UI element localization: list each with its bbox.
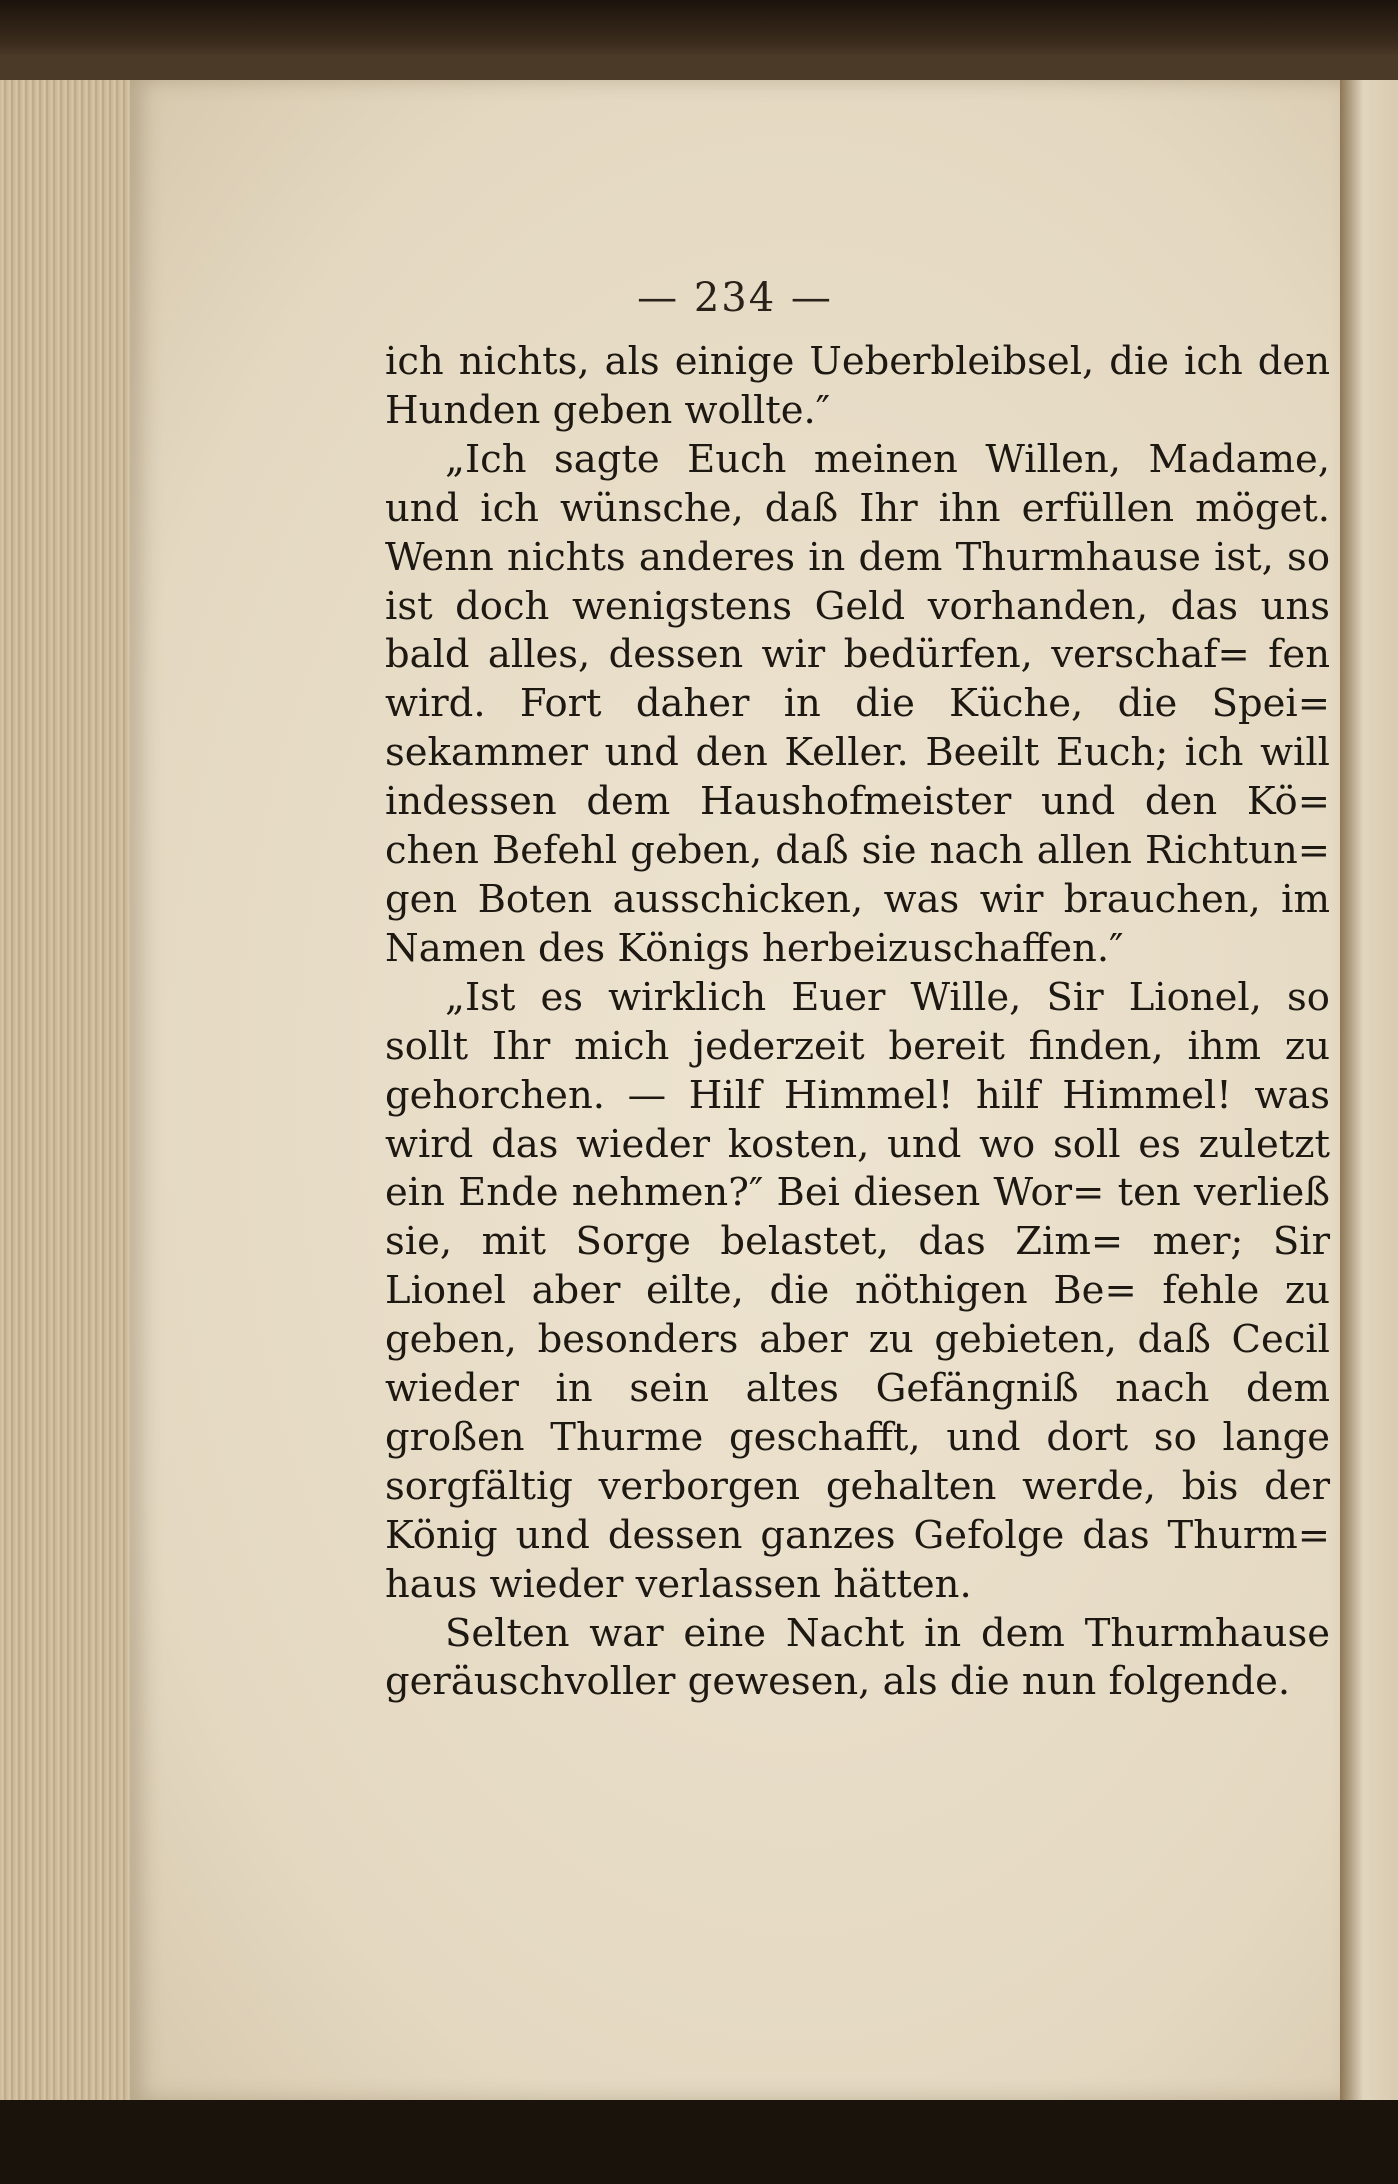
paragraph-3: „Ist es wirklich Euer Wille, Sir Lionel, so sollt Ihr mich jederzeit bereit finden, ihm zu gehorchen. — Hilf Himmel! hilf Himmel! was wird das wieder kosten, und wo soll es zuletzt ein Ende nehmen?″ Bei diesen Wor= ten verließ sie, mit Sorge belastet, das Zim= mer; Sir Lionel aber eilte, die nöthigen Be= fehle zu geben, besonders aber zu gebieten, daß Cecil wieder in sein altes Gefängniß nach dem großen Thurme geschafft, und dort so lange sorgfältig verborgen gehalten werde, bis der König und dessen ganzes Gefolge das Thurm= haus wieder verlassen hätten. (385, 974, 1330, 1607)
paragraph-1: ich nichts, als einige Ueberbleibsel, die ich den Hunden geben wollte.″ (385, 339, 1330, 433)
facing-page-edge (1340, 80, 1398, 2100)
page-number: — 234 — (637, 275, 833, 321)
page-edges (0, 80, 142, 2100)
paragraph-2: „Ich sagte Euch meinen Willen, Madame, und ich wünsche, daß Ihr ihn erfüllen möget. Wenn nichts anderes in dem Thurmhause ist, so ist doch wenigstens Geld vorhanden, das uns bald alles, dessen wir bedürfen, verschaf= fen wird. Fort daher in die Küche, die Spei= sekammer und den Keller. Beeilt Euch; ich will indessen dem Haushofmeister und den Kö= chen Befehl geben, daß sie nach allen Richtun= gen Boten ausschicken, was wir brauchen, im Namen des Königs herbeizuschaffen.″ (385, 436, 1330, 971)
body-text (385, 338, 1330, 1707)
book-page (130, 80, 1340, 2100)
book-bottom-edge (0, 2100, 1398, 2184)
paragraph-4: Selten war eine Nacht in dem Thurmhause geräuschvoller gewesen, als die nun folgende. (385, 1610, 1330, 1705)
